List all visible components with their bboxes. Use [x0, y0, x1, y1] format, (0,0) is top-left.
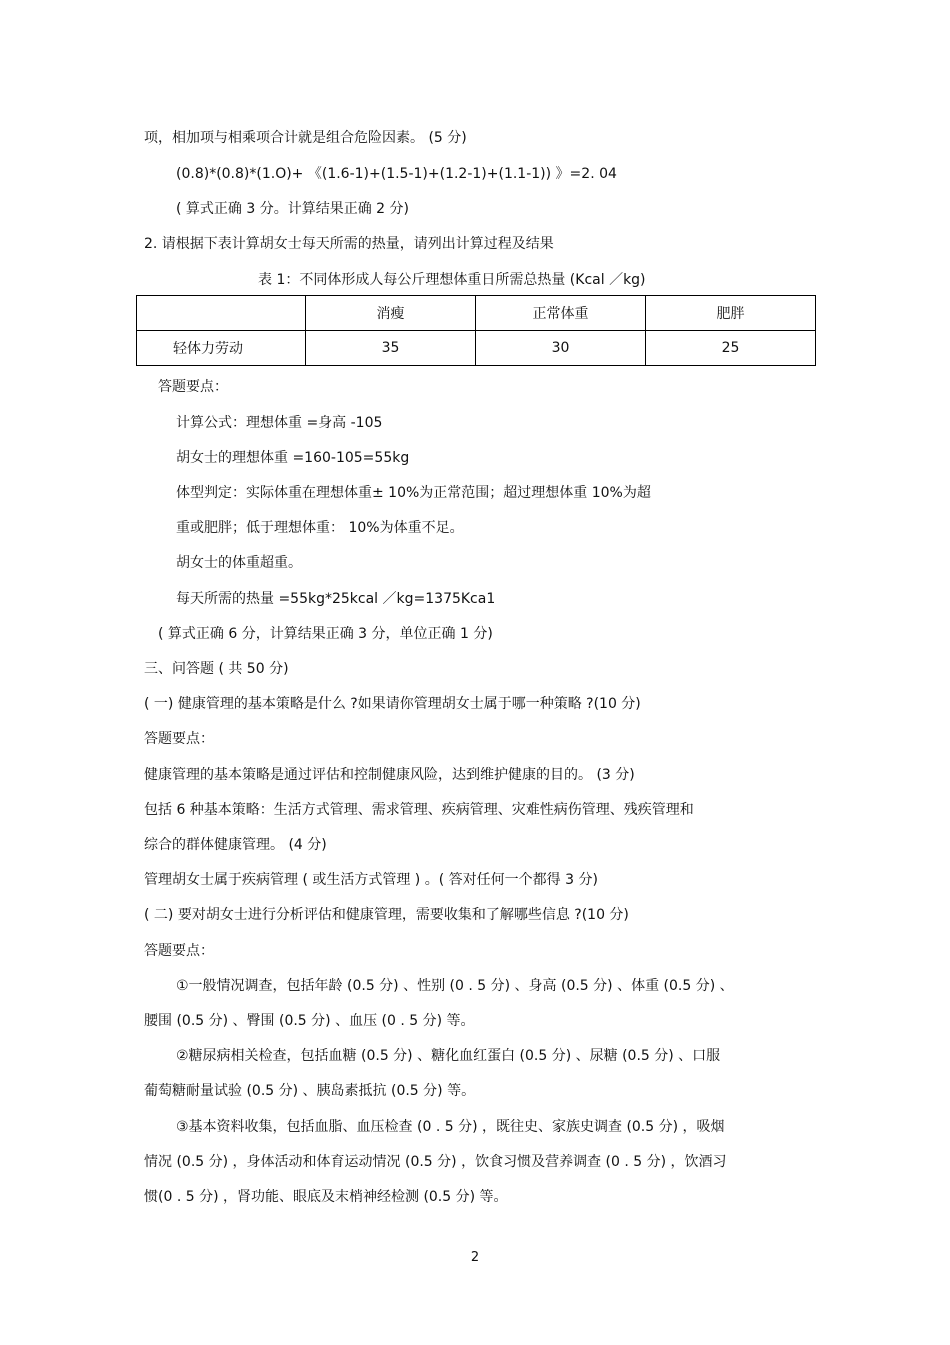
text-line: 项，相加项与相乘项合计就是组合危险因素。 (5 分) [144, 130, 467, 146]
text-line: 综合的群体健康管理。 (4 分) [144, 837, 327, 853]
text-line: 健康管理的基本策略是通过评估和控制健康风险，达到维护健康的目的。 (3 分) [144, 767, 635, 783]
text-line: ③基本资料收集，包括血脂、血压检查 (0 . 5 分) ，既往史、家族史调查 (0.5 分) ，吸烟 [176, 1119, 725, 1135]
text-line: 情况 (0.5 分) ，身体活动和体育运动情况 (0.5 分) ，饮食习惯及营养调查 (0 . 5 分) ，饮酒习 [144, 1154, 727, 1170]
calorie-table [136, 295, 816, 366]
text-line: 惯(0 . 5 分) ，肾功能、眼底及末梢神经检测 (0.5 分) 等。 [144, 1189, 508, 1205]
table-header-cell [137, 296, 306, 331]
text-line: ①一般情况调查，包括年龄 (0.5 分) 、性别 (0 . 5 分) 、身高 (0.5 分) 、体重 (0.5 分) 、 [176, 978, 734, 994]
question-line: 2. 请根据下表计算胡女士每天所需的热量，请列出计算过程及结果 [144, 236, 554, 252]
text-line: ( 算式正确 6 分，计算结果正确 3 分，单位正确 1 分) [158, 626, 493, 642]
text-line: 答题要点： [144, 943, 214, 959]
text-line: 答题要点： [158, 379, 228, 395]
text-line: 答题要点： [144, 731, 214, 747]
table-caption: 表 1：不同体形成人每公斤理想体重日所需总热量 (Kcal ／kg) [258, 272, 646, 288]
text-line: 体型判定：实际体重在理想体重± 10%为正常范围；超过理想体重 10%为超 [176, 485, 651, 501]
question-line: ( 二) 要对胡女士进行分析评估和健康管理，需要收集和了解哪些信息 ?(10 分) [144, 907, 629, 923]
text-line: 包括 6 种基本策略：生活方式管理、需求管理、疾病管理、灾难性病伤管理、残疾管理和 [144, 802, 694, 818]
table-row [137, 331, 816, 366]
text-line: 葡萄糖耐量试验 (0.5 分) 、胰岛素抵抗 (0.5 分) 等。 [144, 1083, 476, 1099]
formula-line: (0.8)*(0.8)*(1.O)+ 《(1.6-1)+(1.5-1)+(1.2-1)+(1.1-1)) 》=2. 04 [176, 166, 617, 182]
text-line: 胡女士的体重超重。 [176, 555, 302, 571]
table-header-cell: 正常体重 [476, 296, 646, 331]
text-line: 每天所需的热量 =55kg*25kcal ／kg=1375Kca1 [176, 591, 496, 607]
text-line: 管理胡女士属于疾病管理 ( 或生活方式管理 ) 。( 答对任何一个都得 3 分) [144, 872, 598, 888]
text-line: 计算公式：理想体重 =身高 -105 [176, 415, 383, 431]
table-cell: 25 [646, 331, 816, 366]
table-header-row [137, 296, 816, 331]
page-number: 2 [470, 1250, 480, 1265]
table-header-cell: 肥胖 [646, 296, 816, 331]
text-line: 腰围 (0.5 分) 、臀围 (0.5 分) 、血压 (0 . 5 分) 等。 [144, 1013, 475, 1029]
text-line: ( 算式正确 3 分。计算结果正确 2 分) [176, 201, 409, 217]
section-heading: 三、问答题 ( 共 50 分) [144, 661, 289, 677]
table-cell: 35 [306, 331, 476, 366]
table-header-cell: 消瘦 [306, 296, 476, 331]
text-line: 胡女士的理想体重 =160-105=55kg [176, 450, 410, 466]
table-cell: 轻体力劳动 [137, 331, 306, 366]
text-line: ②糖尿病相关检查，包括血糖 (0.5 分) 、糖化血红蛋白 (0.5 分) 、尿糖 (0.5 分) 、口服 [176, 1048, 721, 1064]
question-line: ( 一) 健康管理的基本策略是什么 ?如果请你管理胡女士属于哪一种策略 ?(10 分) [144, 696, 641, 712]
text-line: 重或肥胖；低于理想体重： 10%为体重不足。 [176, 520, 464, 536]
table-cell: 30 [476, 331, 646, 366]
